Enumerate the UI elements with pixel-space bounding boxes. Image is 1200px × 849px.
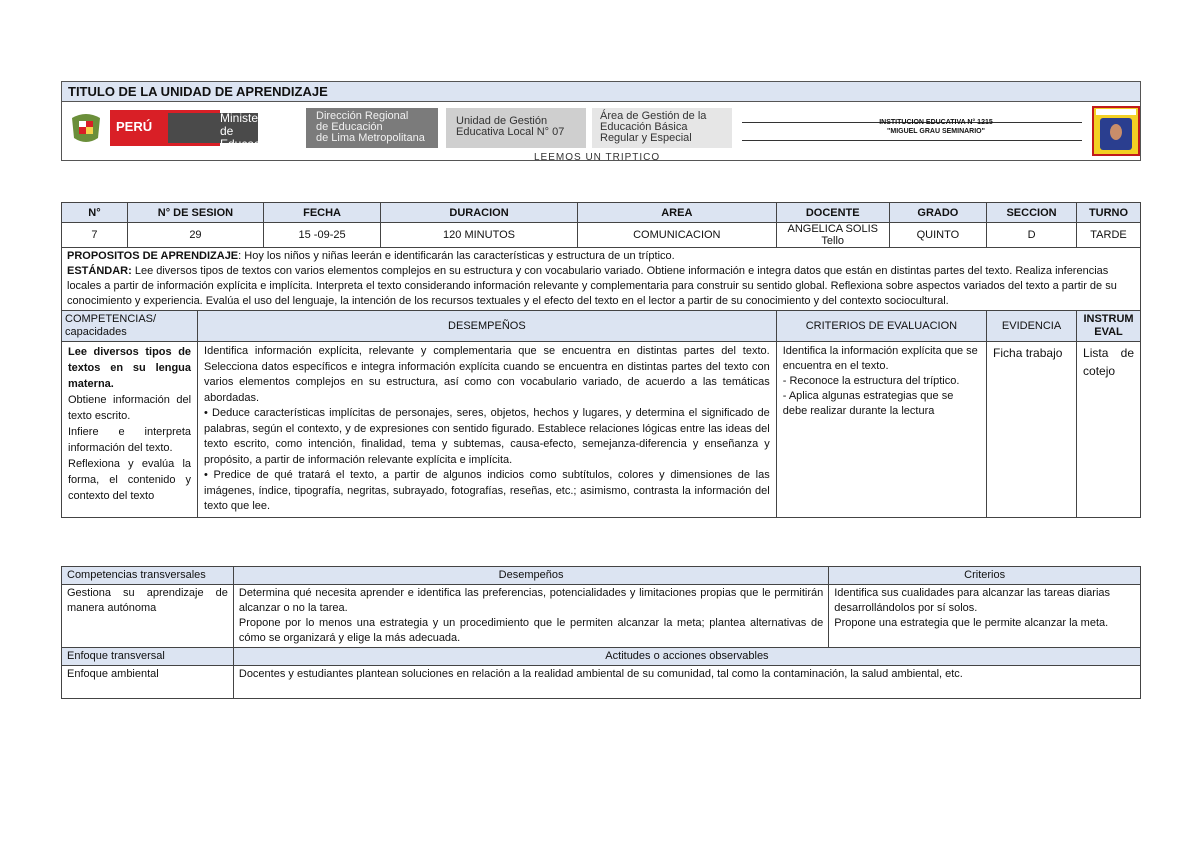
session-title-partial: LEEMOS UN TRIPTICO — [534, 152, 661, 163]
performances-cell — [198, 342, 777, 518]
header-performances: DESEMPEÑOS — [198, 311, 777, 342]
value-shift: TARDE — [1077, 223, 1141, 248]
capacity-1: Obtiene información del texto escrito. — [68, 394, 192, 422]
header-date: FECHA — [263, 203, 380, 223]
value-session-number: 29 — [127, 223, 263, 248]
institution-logos — [62, 108, 742, 151]
header-session-number: N° DE SESION — [127, 203, 263, 223]
area-block — [592, 108, 732, 148]
institution-line-1: INSTITUCION EDUCATIVA N° 1215 — [879, 119, 993, 126]
criterion-3: - Aplica algunas estrategias que se debe realizar durante la lectura — [782, 390, 954, 417]
ministry-line-2: de Educación — [220, 124, 277, 151]
competence-title: Lee diversos tipos de textos en su lengua materna. — [68, 346, 192, 390]
header-competencies — [62, 311, 198, 342]
line-divider — [742, 140, 1082, 141]
value-date: 15 -09-25 — [263, 223, 380, 248]
unit-header — [61, 81, 1141, 161]
header-competencies-line-2: capacidades — [65, 326, 127, 338]
competence-cell — [62, 342, 198, 518]
header-transversal-criteria: Criterios — [829, 567, 1141, 585]
value-grade: QUINTO — [889, 223, 986, 248]
purpose-label: PROPOSITOS DE APRENDIZAJE — [67, 250, 239, 262]
header-evidence: EVIDENCIA — [987, 311, 1077, 342]
header-teacher: DOCENTE — [776, 203, 889, 223]
capacity-2: Infiere e interpreta información del texto. — [68, 426, 192, 454]
institution-name — [826, 118, 1046, 136]
header-competencies-line-1: COMPETENCIAS/ — [65, 313, 157, 325]
session-header-row — [62, 203, 1141, 223]
header-transversal-performances: Desempeños — [233, 567, 828, 585]
performance-1: Identifica información explícita, relevante y complementaria que se encuentra en distintas partes del texto. Selecciona datos específicos e integra información explícita cuando se encuentra en distintas partes del texto con varios elementos complejos en su estructura, así como con vocabulario variado, de acuerdo a las temáticas abordadas. — [204, 345, 770, 404]
purpose-row — [62, 248, 1141, 311]
dre-line-3: de Lima Metropolitana — [316, 132, 425, 144]
evidence-cell: Ficha trabajo — [987, 342, 1077, 518]
header-criteria: CRITERIOS DE EVALUACION — [776, 311, 986, 342]
header-transversal-competencies: Competencias transversales — [62, 567, 234, 585]
header-shift: TURNO — [1077, 203, 1141, 223]
header-instrument-line-2: EVAL — [1094, 326, 1123, 338]
national-seal-icon — [68, 112, 104, 144]
ugel-block — [446, 108, 586, 148]
value-section: D — [987, 223, 1077, 248]
purpose-cell — [62, 248, 1141, 311]
standard-text: Lee diversos tipos de textos con varios elementos complejos en su estructura y con vocabulario variado. Obtiene información e integra datos que están en distintas partes del texto. Realiza inferencias locales a partir de información explícita e implícita. Interpreta el texto considerando información relevante y complementaria para construir su sentido global. Reflexiona sobre aspectos variados del texto a partir de su conocimiento y experiencia. Evalúa el uso del lenguaje, la intención de los recursos textuales y el efecto del texto en el lector a partir de su conocimiento y del contexto sociocultural. — [67, 265, 1117, 307]
transversal-performance-1: Determina qué necesita aprender e identifica las preferencias, potencialidades y limitaciones propias que le permitirán alcanzar o no la tarea. — [238, 587, 824, 614]
capacity-3: Reflexiona y evalúa la forma, el contenido y contexto del texto — [68, 458, 192, 502]
header-approach: Enfoque transversal — [62, 648, 234, 666]
portrait-face — [1110, 124, 1122, 140]
transversal-competence: Gestiona su aprendizaje de manera autónoma — [62, 585, 234, 648]
peru-brand — [110, 110, 277, 151]
approach-attitude: Docentes y estudiantes plantean soluciones en relación a la realidad ambiental de su comunidad, tal como la contaminación, la salud ambiental, etc. — [233, 666, 1140, 699]
criteria-cell — [776, 342, 986, 518]
value-duration: 120 MINUTOS — [381, 223, 578, 248]
peru-label: PERÚ — [116, 119, 153, 134]
performance-2: • Deduce características implícitas de personajes, seres, objetos, hechos y lugares, y determina el significado de palabras, según el contexto, y de expresiones con sentido figurado. Establece relaciones lógicas entre las ideas del texto escrito, como intención, finalidad, tema y subtemas, causa-efecto, semejanza-diferencia y enseñanza y propósito, a partir de información relevante explícita e implícita. — [204, 407, 770, 466]
competencies-header-row — [62, 311, 1141, 342]
competencies-body-row — [62, 342, 1141, 518]
transversal-criterion-1: Identifica sus cualidades para alcanzar las tareas diarias desarrollándolos por sí solos. — [834, 587, 1111, 614]
purpose-text: : Hoy los niños y niñas leerán e identificarán las características y estructura de un tríptico. — [238, 250, 675, 262]
ministry-text — [220, 112, 276, 151]
criterion-2: - Reconoce la estructura del tríptico. — [782, 375, 960, 387]
header-number: N° — [62, 203, 128, 223]
session-table — [61, 202, 1141, 518]
value-area: COMUNICACION — [577, 223, 776, 248]
value-number: 7 — [62, 223, 128, 248]
badge-band — [1096, 109, 1136, 115]
header-instrument — [1077, 311, 1141, 342]
header-section: SECCION — [987, 203, 1077, 223]
transversal-criteria — [829, 585, 1141, 648]
transversal-performance-2: Propone por lo menos una estrategia y un procedimiento que le permiten alcanzar la meta; plantea alternativas de cómo se organizará y elige la más adecuada. — [238, 617, 824, 644]
area-line-3: Regular y Especial — [600, 132, 692, 144]
performance-3: • Predice de qué tratará el texto, a partir de algunos indicios como subtítulos, colores y dimensiones de las imágenes, índice, tipografía, negritas, subrayado, fotografías, reseñas, etc.; asimismo, contrasta la información del texto que lee. — [204, 469, 770, 512]
header-instrument-line-1: INSTRUM — [1083, 313, 1134, 325]
transversal-performances — [233, 585, 828, 648]
value-teacher: ANGELICA SOLIS Tello — [776, 223, 889, 248]
instrument-cell: Lista de cotejo — [1077, 342, 1141, 518]
institution-line-2: "MIGUEL GRAU SEMINARIO" — [887, 128, 985, 135]
approach-name: Enfoque ambiental — [62, 666, 234, 699]
session-values-row — [62, 223, 1141, 248]
ugel-line-1: Unidad de Gestión — [456, 115, 548, 127]
ugel-line-2: Educativa Local N° 07 — [456, 126, 565, 138]
dre-line-1: Dirección Regional — [316, 110, 409, 122]
header-duration: DURACION — [381, 203, 578, 223]
school-badge-icon — [1092, 106, 1140, 156]
dre-line-2: de Educación — [316, 121, 383, 133]
transversal-table — [61, 566, 1141, 699]
area-line-2: Educación Básica — [600, 121, 688, 133]
transversal-body-row — [62, 585, 1141, 648]
badge-portrait — [1100, 118, 1132, 150]
approach-body-row — [62, 666, 1141, 699]
unit-title: TITULO DE LA UNIDAD DE APRENDIZAJE — [62, 82, 1140, 102]
ministry-line-1: Ministerio — [220, 111, 272, 125]
header-attitudes: Actitudes o acciones observables — [233, 648, 1140, 666]
area-line-1: Área de Gestión de la — [600, 110, 707, 122]
approach-header-row — [62, 648, 1141, 666]
header-grade: GRADO — [889, 203, 986, 223]
standard-label: ESTÁNDAR: — [67, 265, 132, 277]
transversal-criterion-2: Propone una estrategia que le permite alcanzar la meta. — [834, 617, 1109, 629]
header-area: AREA — [577, 203, 776, 223]
dre-block — [306, 108, 438, 148]
transversal-header-row — [62, 567, 1141, 585]
criterion-1: Identifica la información explícita que se encuentra en el texto. — [782, 345, 978, 372]
